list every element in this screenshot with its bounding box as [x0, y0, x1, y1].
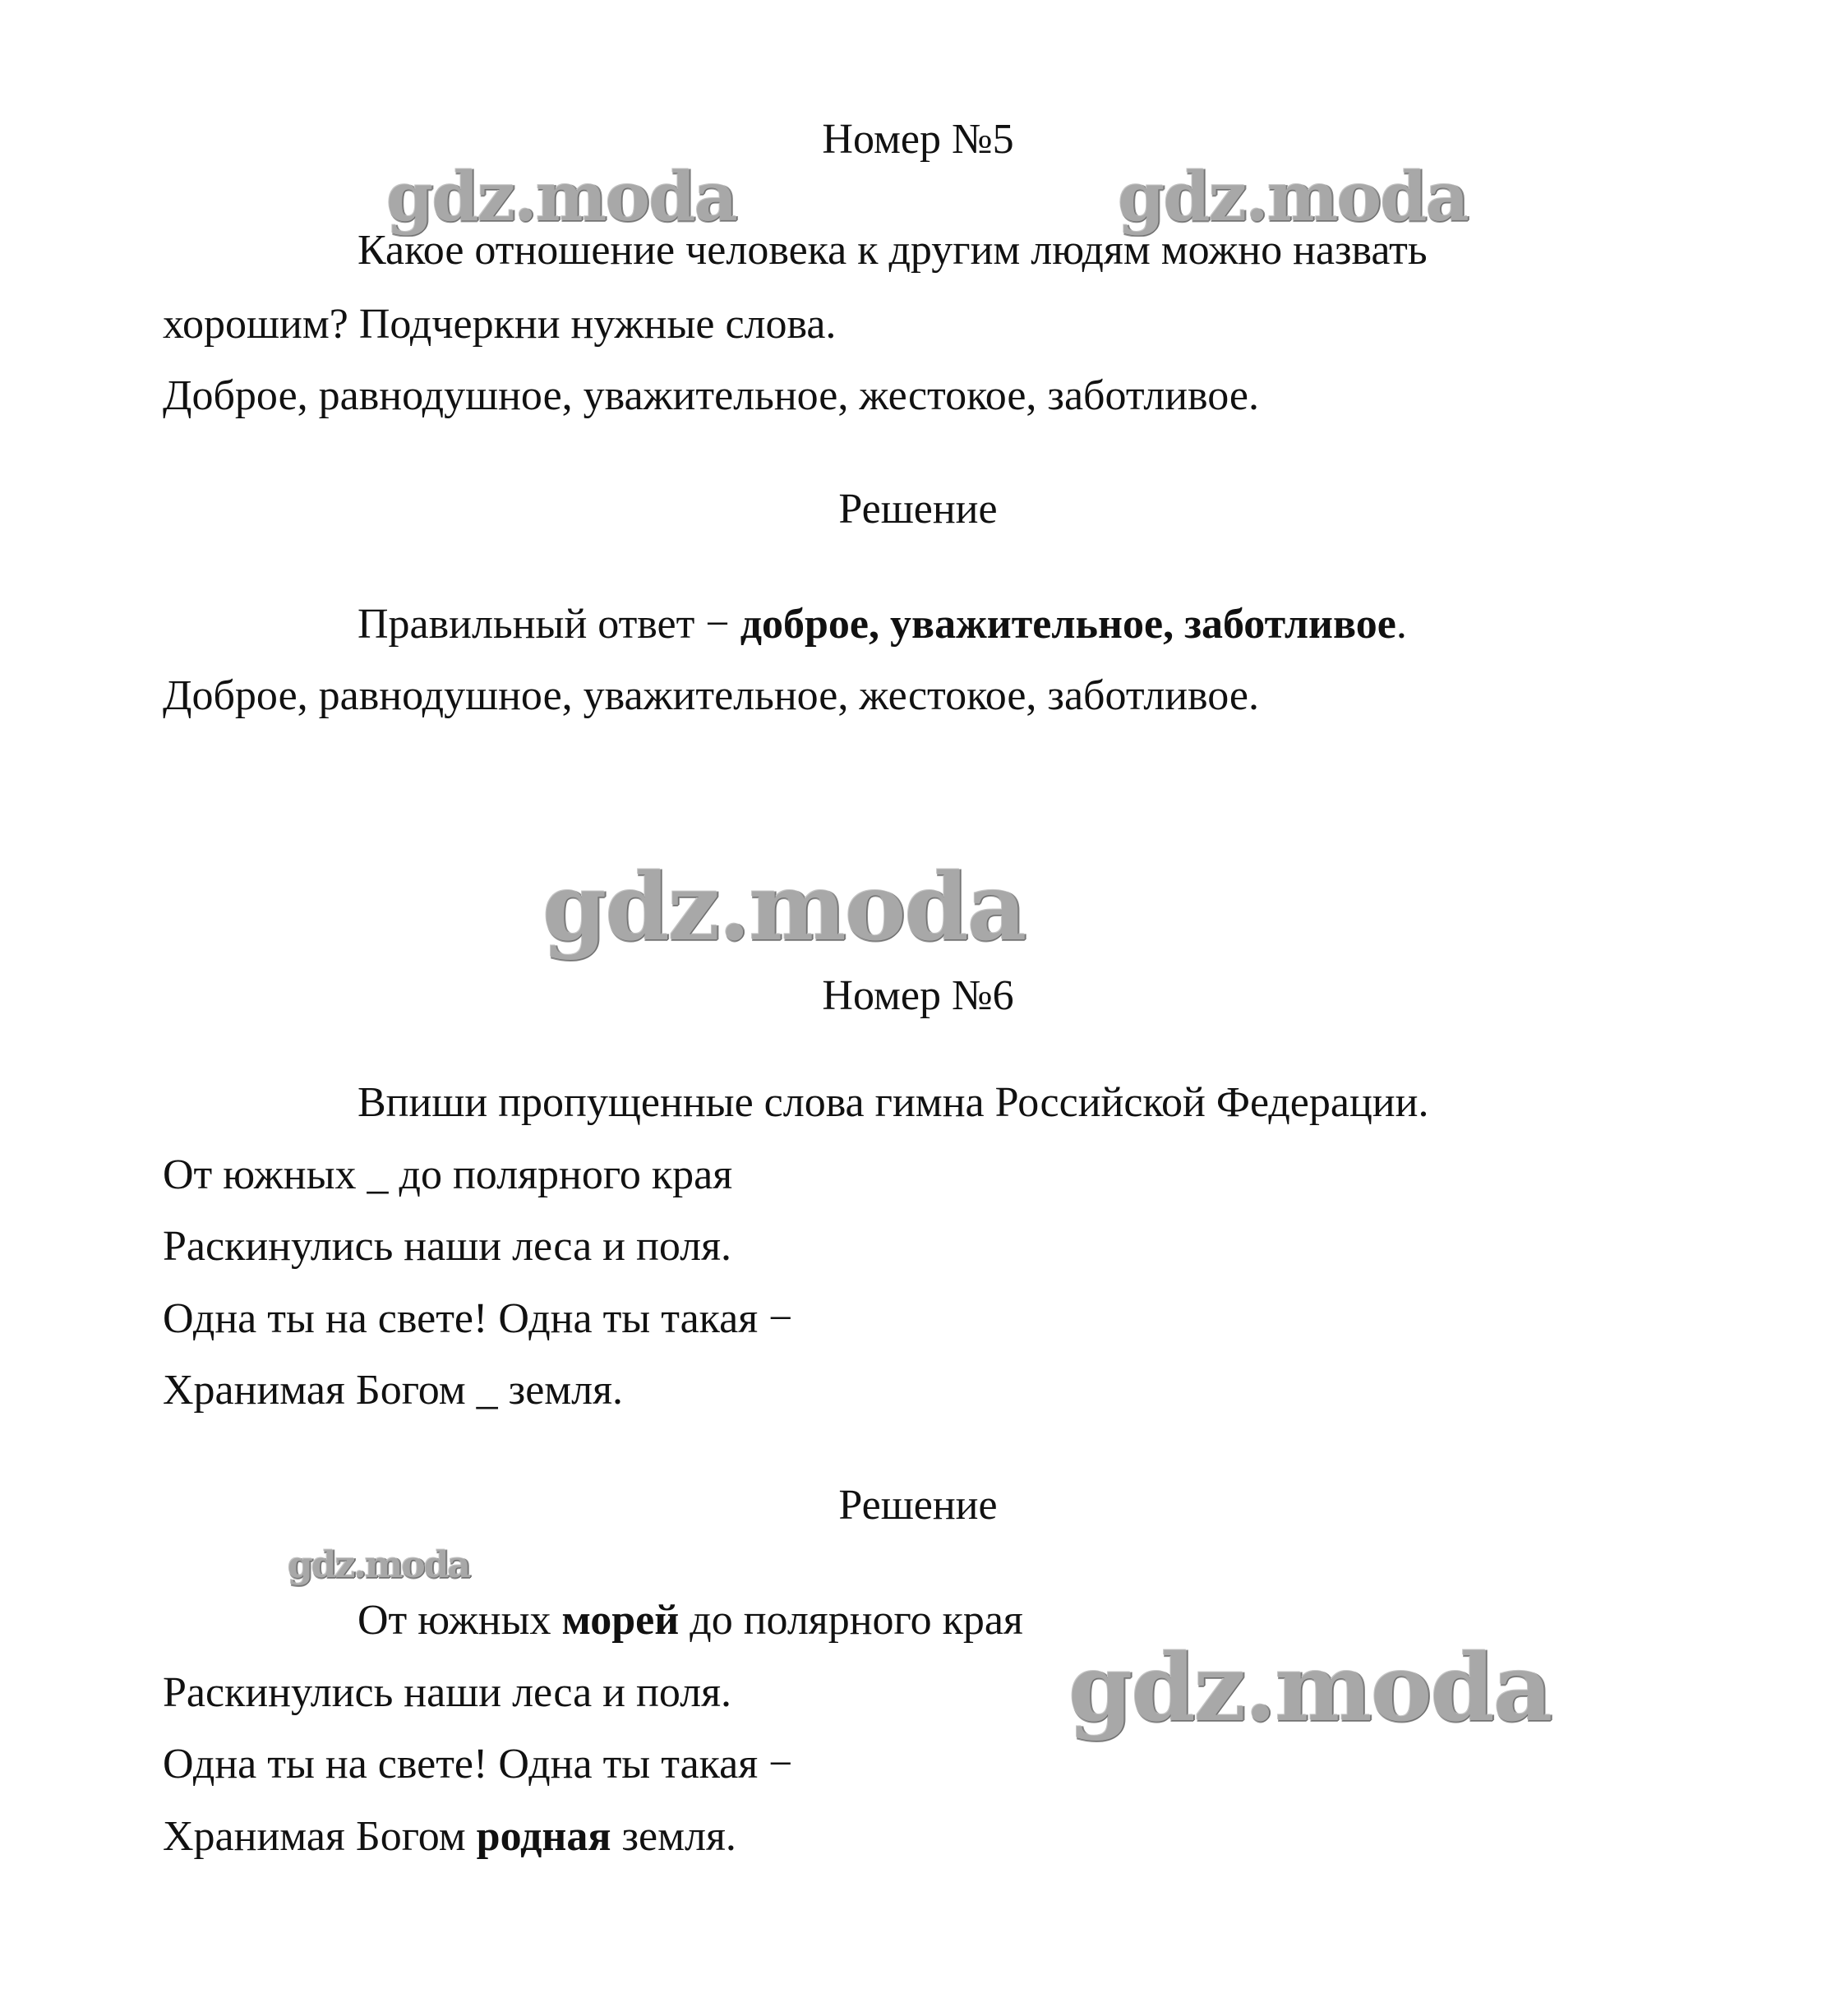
task5-title: Номер №5	[822, 116, 1014, 163]
watermark-logo: gdz.moda	[1068, 1635, 1552, 1742]
task5-answer-suffix: .	[1395, 601, 1407, 648]
task5-answer-bold: доброе, уважительное, заботливое	[740, 601, 1396, 648]
watermark-logo: gdz.moda	[288, 1544, 470, 1586]
task6-verse-line: Хранимая Богом _ земля.	[163, 1367, 624, 1414]
task6-answer4-prefix: Хранимая Богом	[163, 1813, 477, 1860]
task6-solution-title: Решение	[838, 1482, 998, 1529]
task5-question-line1: Какое отношение человека к другим людям можно назвать	[358, 227, 1428, 274]
task6-answer1-bold: морей	[561, 1597, 680, 1644]
task6-answer-line4	[163, 1812, 736, 1861]
task6-answer1-suffix: до полярного края	[679, 1597, 1023, 1644]
task6-answer-line2: Раскинулись наши леса и поля.	[163, 1669, 732, 1716]
task5-solution-title: Решение	[838, 486, 998, 533]
task6-answer4-bold: родная	[476, 1813, 611, 1860]
task6-answer-line1	[358, 1596, 1023, 1645]
task6-question: Впиши пропущенные слова гимна Российской Федерации.	[358, 1079, 1429, 1126]
watermark-logo: gdz.moda	[386, 158, 736, 237]
task5-options-repeat: Доброе, равнодушное, уважительное, жестокое, заботливое.	[163, 672, 1259, 719]
watermark-logo: gdz.moda	[1118, 158, 1468, 237]
task5-answer	[358, 600, 1407, 649]
task5-options: Доброе, равнодушное, уважительное, жестокое, заботливое.	[163, 372, 1259, 419]
task6-answer4-suffix: земля.	[611, 1813, 736, 1860]
task6-verse-line: От южных _ до полярного края	[163, 1151, 733, 1198]
task6-answer1-prefix: От южных	[358, 1597, 562, 1644]
task6-verse-line: Одна ты на свете! Одна ты такая −	[163, 1295, 793, 1342]
task6-title: Номер №6	[822, 972, 1014, 1019]
task6-verse-line: Раскинулись наши леса и поля.	[163, 1223, 732, 1270]
watermark-logo: gdz.moda	[542, 854, 1026, 962]
task5-question-line2: хорошим? Подчеркни нужные слова.	[163, 301, 837, 348]
task5-answer-prefix: Правильный ответ −	[358, 601, 740, 648]
task6-answer-line3: Одна ты на свете! Одна ты такая −	[163, 1741, 793, 1788]
